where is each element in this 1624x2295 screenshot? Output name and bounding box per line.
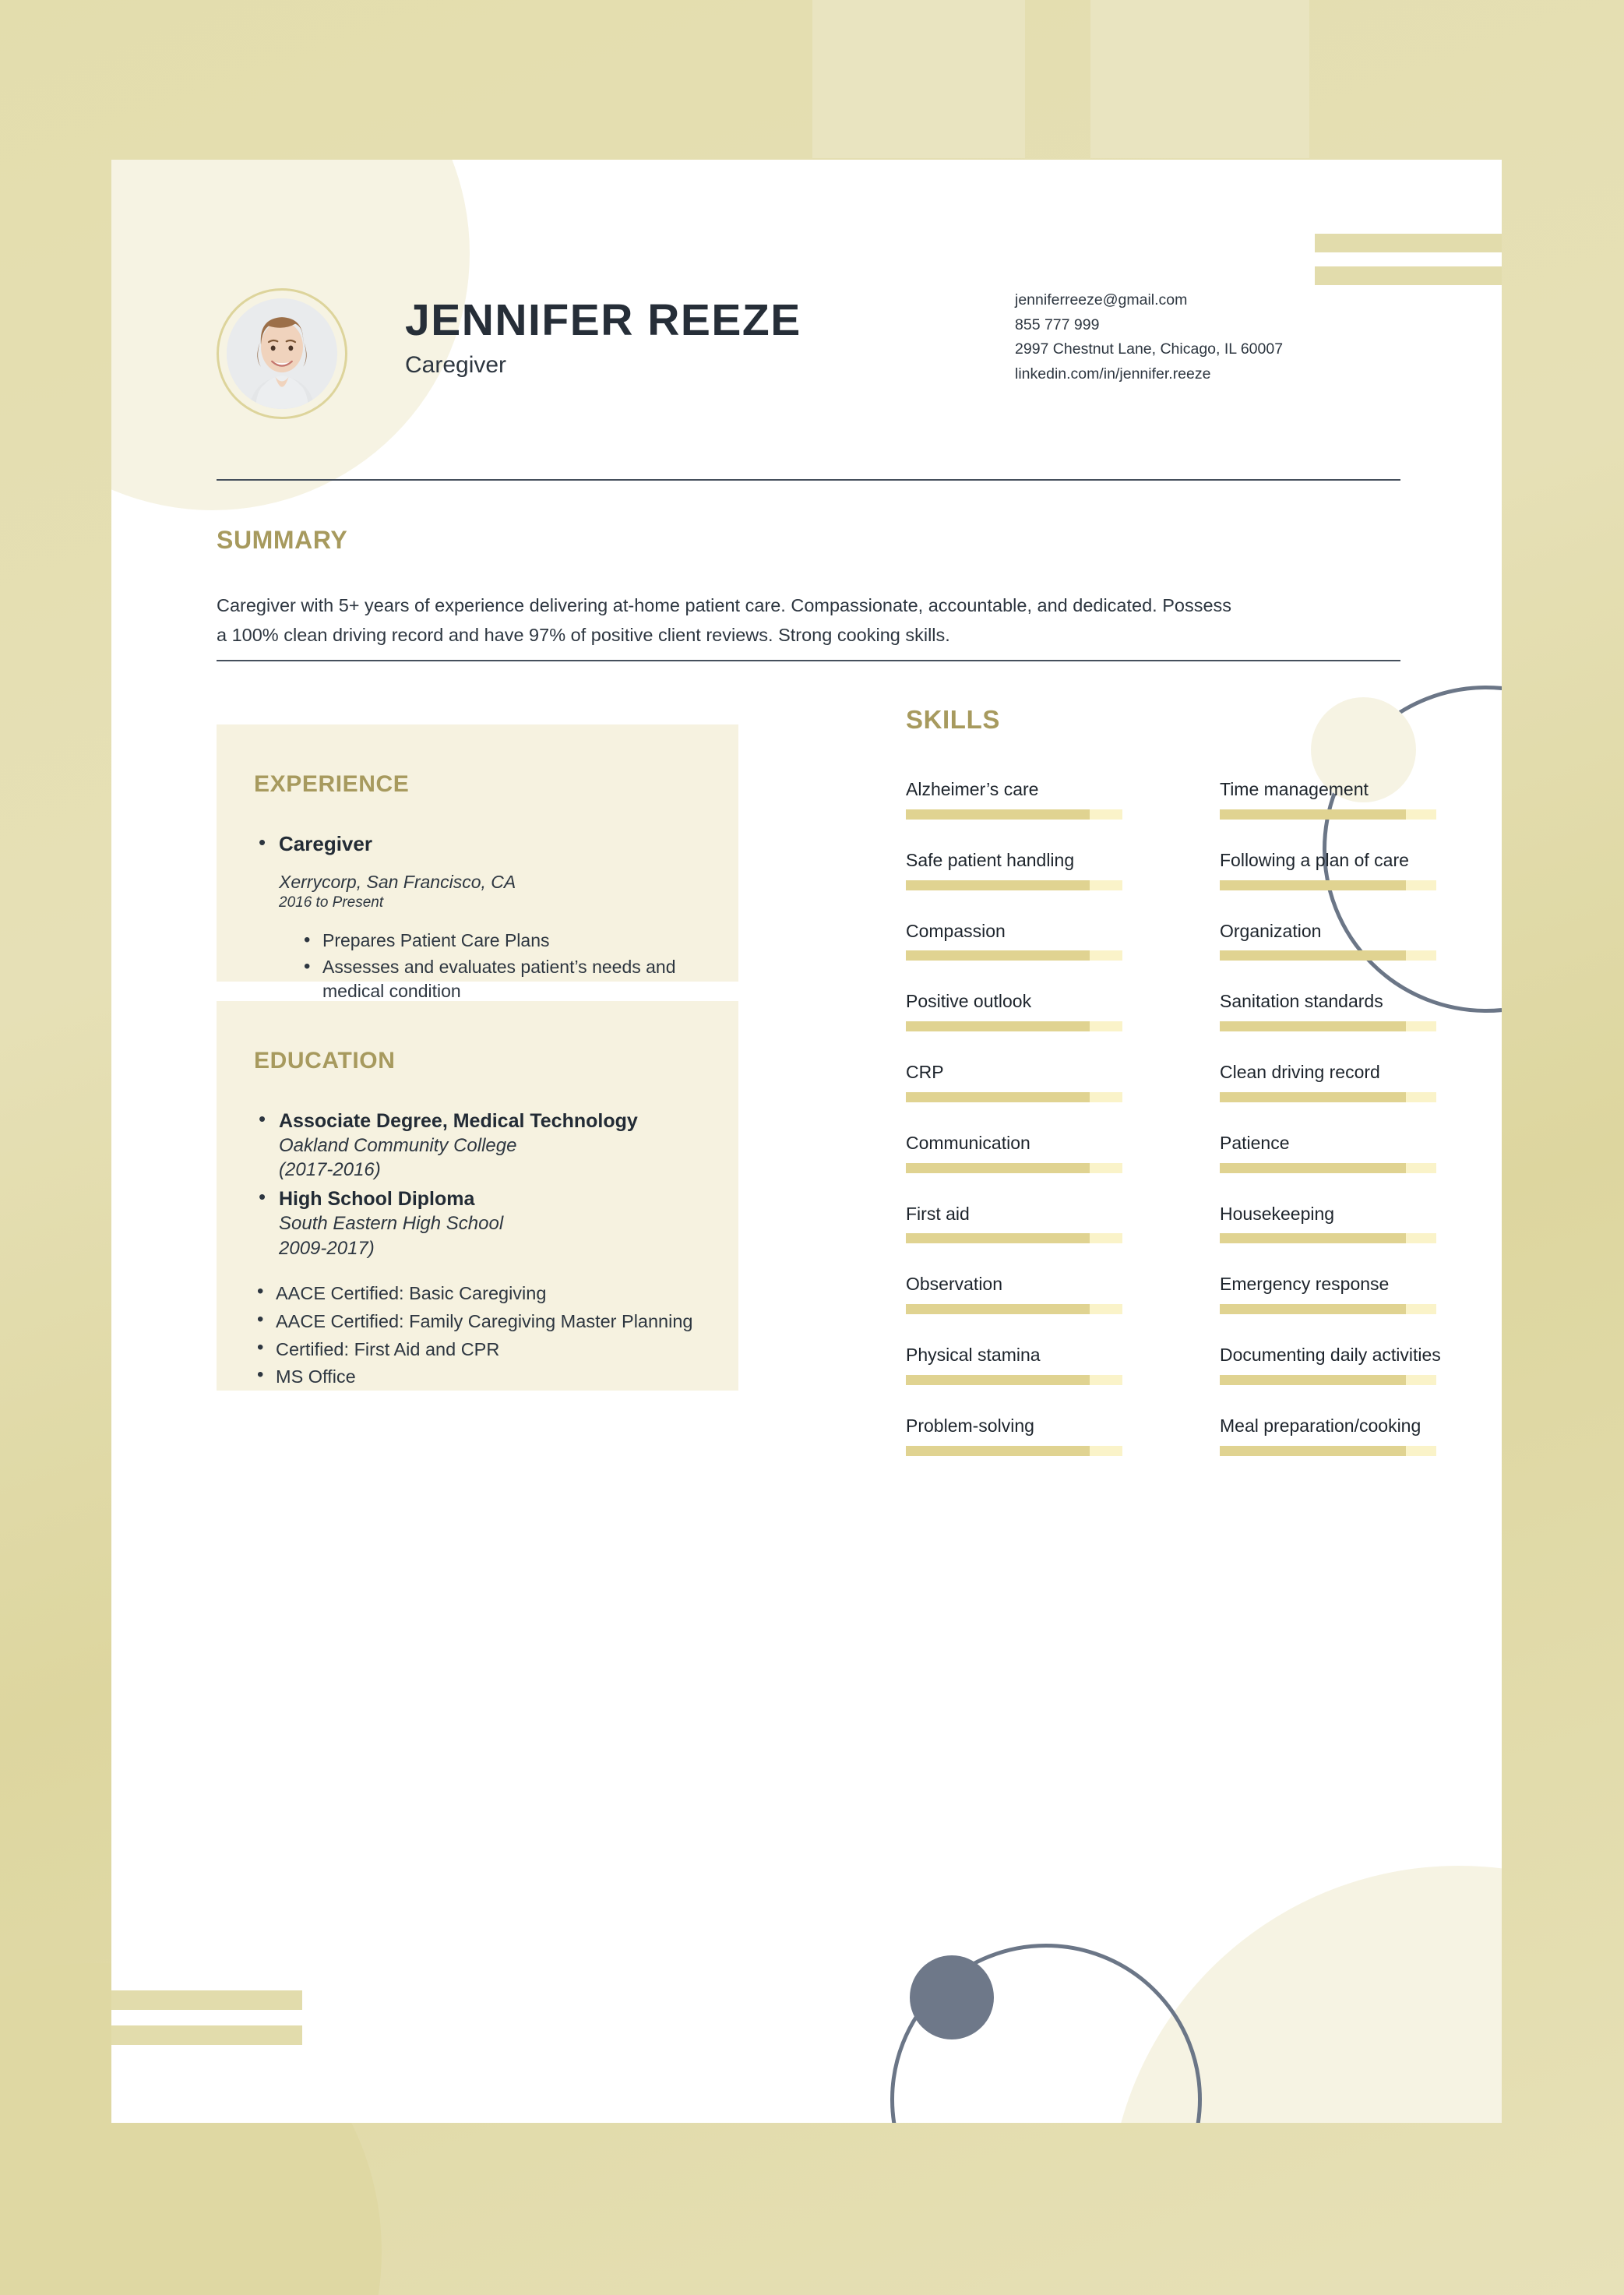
- certifications-list: [254, 1281, 701, 1391]
- skill-label: Positive outlook: [906, 991, 1032, 1012]
- skill-level-bar: [906, 1163, 1122, 1173]
- summary-section: [217, 526, 1245, 650]
- skill-label: Clean driving record: [1220, 1062, 1380, 1082]
- education-item: [254, 1186, 701, 1260]
- experience-job-title: • Caregiver: [279, 832, 372, 855]
- skill-level-fill: [906, 1446, 1090, 1456]
- skill-item: [1220, 1273, 1498, 1314]
- avatar-photo: [227, 298, 337, 409]
- skill-item: [906, 1203, 1184, 1244]
- skill-level-fill: [1220, 1021, 1406, 1031]
- backdrop-rect-right: [1090, 0, 1309, 158]
- skill-item: [906, 1061, 1184, 1102]
- skill-level-bar: [906, 809, 1122, 820]
- skill-label: Organization: [1220, 920, 1322, 941]
- skill-item: [906, 778, 1184, 820]
- skill-level-fill: [906, 1021, 1090, 1031]
- skill-label: CRP: [906, 1062, 944, 1082]
- education-item: [254, 1109, 701, 1182]
- skill-label: Compassion: [906, 920, 1006, 941]
- divider-summary: [217, 660, 1400, 661]
- certification-item: • Certified: First Aid and CPR: [254, 1337, 701, 1363]
- skill-item: [906, 1344, 1184, 1385]
- certification-item: • AACE Certified: Family Caregiving Master Planning: [254, 1309, 701, 1334]
- skill-item: [906, 1273, 1184, 1314]
- skill-level-bar: [1220, 950, 1436, 961]
- skill-item: [1220, 1203, 1498, 1244]
- contact-phone[interactable]: 855 777 999: [1015, 316, 1100, 333]
- decor-stripe-top-right-2: [1315, 266, 1502, 285]
- skill-label: Alzheimer’s care: [906, 779, 1039, 799]
- skill-level-bar: [1220, 1163, 1436, 1173]
- contact-address: 2997 Chestnut Lane, Chicago, IL 60007: [1015, 340, 1284, 358]
- skill-label: Meal preparation/cooking: [1220, 1415, 1421, 1436]
- decor-dot-slate: [910, 1955, 994, 2039]
- decor-stripe-top-right-1: [1315, 234, 1502, 252]
- experience-bullet: • Assesses and evaluates patient’s needs and medical condition: [301, 955, 701, 1004]
- education-degree: • Associate Degree, Medical Technology: [279, 1110, 638, 1132]
- skill-item: [906, 1415, 1184, 1456]
- skill-level-bar: [906, 1375, 1122, 1385]
- skill-label: Sanitation standards: [1220, 991, 1383, 1012]
- skill-level-bar: [1220, 1375, 1436, 1385]
- skill-item: [1220, 920, 1498, 961]
- skill-level-fill: [906, 1163, 1090, 1173]
- education-years: 2009-2017): [279, 1237, 375, 1259]
- skill-label: Communication: [906, 1132, 1030, 1153]
- summary-text: Caregiver with 5+ years of experience delivering at-home patient care. Compassionate, accountable, and dedicated. Possess a 100% clean driving record and have 97% of positive client reviews. Strong cooking skills.: [217, 595, 1232, 646]
- job-role-subtitle: Caregiver: [405, 351, 507, 378]
- certification-item: • MS Office: [254, 1364, 701, 1390]
- skill-level-bar: [1220, 1304, 1436, 1314]
- experience-bullet: • Prepares Patient Care Plans: [301, 929, 701, 954]
- decor-stripe-bottom-left-1: [111, 1990, 302, 2010]
- skill-label: First aid: [906, 1203, 970, 1224]
- skill-label: Documenting daily activities: [1220, 1345, 1441, 1365]
- education-heading: EDUCATION: [254, 1048, 396, 1073]
- decor-stripe-bottom-left-2: [111, 2025, 302, 2045]
- skill-label: Patience: [1220, 1132, 1290, 1153]
- skill-level-bar: [1220, 1021, 1436, 1031]
- experience-card: [217, 724, 738, 1002]
- certification-item: • AACE Certified: Basic Caregiving: [254, 1281, 701, 1306]
- skill-label: Following a plan of care: [1220, 849, 1409, 870]
- education-degree: • High School Diploma: [279, 1188, 475, 1211]
- contact-linkedin[interactable]: linkedin.com/in/jennifer.reeze: [1015, 365, 1211, 382]
- skill-level-fill: [1220, 950, 1406, 961]
- skill-level-bar: [1220, 1233, 1436, 1243]
- skill-label: Emergency response: [1220, 1274, 1390, 1295]
- skill-level-bar: [906, 1092, 1122, 1102]
- skill-level-fill: [906, 1304, 1090, 1314]
- education-school: South Eastern High School: [279, 1213, 504, 1235]
- skill-label: Housekeeping: [1220, 1203, 1335, 1224]
- skill-level-bar: [1220, 880, 1436, 890]
- skill-level-fill: [1220, 1163, 1406, 1173]
- skill-level-fill: [906, 809, 1090, 820]
- skill-level-fill: [906, 950, 1090, 961]
- summary-heading: SUMMARY: [217, 526, 348, 554]
- skill-item: [906, 1132, 1184, 1173]
- skill-level-fill: [906, 1375, 1090, 1385]
- skill-level-bar: [906, 950, 1122, 961]
- skill-item: [1220, 1344, 1498, 1385]
- avatar: [217, 288, 347, 419]
- skill-level-fill: [906, 1233, 1090, 1243]
- skill-level-bar: [906, 1021, 1122, 1031]
- skill-item: [906, 920, 1184, 961]
- skills-section: [906, 705, 1498, 1456]
- contact-email[interactable]: jenniferreeze@gmail.com: [1015, 291, 1188, 308]
- skills-heading: SKILLS: [906, 705, 1000, 734]
- resume-page: [111, 160, 1502, 2123]
- education-list: [254, 1109, 701, 1260]
- experience-job-dates: 2016 to Present: [279, 894, 384, 911]
- skill-level-fill: [1220, 1304, 1406, 1314]
- skill-level-bar: [906, 1446, 1122, 1456]
- education-school: Oakland Community College: [279, 1135, 517, 1156]
- skill-level-bar: [906, 1233, 1122, 1243]
- backdrop-rect-left: [812, 0, 1025, 158]
- skill-level-fill: [1220, 1092, 1406, 1102]
- skill-level-fill: [1220, 1233, 1406, 1243]
- skill-item: [906, 990, 1184, 1031]
- skill-label: Safe patient handling: [906, 849, 1075, 870]
- skill-label: Time management: [1220, 779, 1369, 799]
- skill-level-fill: [1220, 1446, 1406, 1456]
- skill-item: [1220, 990, 1498, 1031]
- skill-level-bar: [1220, 1446, 1436, 1456]
- education-years: (2017-2016): [279, 1159, 381, 1181]
- skill-item: [1220, 849, 1498, 890]
- skill-level-bar: [906, 1304, 1122, 1314]
- skill-label: Observation: [906, 1274, 1003, 1295]
- skill-level-fill: [906, 1092, 1090, 1102]
- skill-level-fill: [906, 880, 1090, 890]
- skill-level-fill: [1220, 1375, 1406, 1385]
- skill-label: Physical stamina: [906, 1345, 1041, 1365]
- skill-level-bar: [1220, 1092, 1436, 1102]
- skill-level-fill: [1220, 809, 1406, 820]
- experience-job-org: Xerrycorp, San Francisco, CA: [279, 872, 516, 892]
- skill-item: [1220, 1415, 1498, 1456]
- skill-level-bar: [1220, 809, 1436, 820]
- skill-item: [1220, 1061, 1498, 1102]
- page-title: JENNIFER REEZE: [405, 295, 801, 345]
- skill-level-fill: [1220, 880, 1406, 890]
- name-block: [405, 295, 801, 379]
- skill-item: [1220, 1132, 1498, 1173]
- skills-grid: [906, 778, 1498, 1456]
- divider-header: [217, 479, 1400, 481]
- skill-level-bar: [906, 880, 1122, 890]
- skill-label: Problem-solving: [906, 1415, 1034, 1436]
- skill-item: [906, 849, 1184, 890]
- experience-heading: EXPERIENCE: [254, 771, 410, 797]
- skill-item: [1220, 778, 1498, 820]
- contact-info: [1015, 288, 1283, 386]
- education-card: [217, 1001, 738, 1391]
